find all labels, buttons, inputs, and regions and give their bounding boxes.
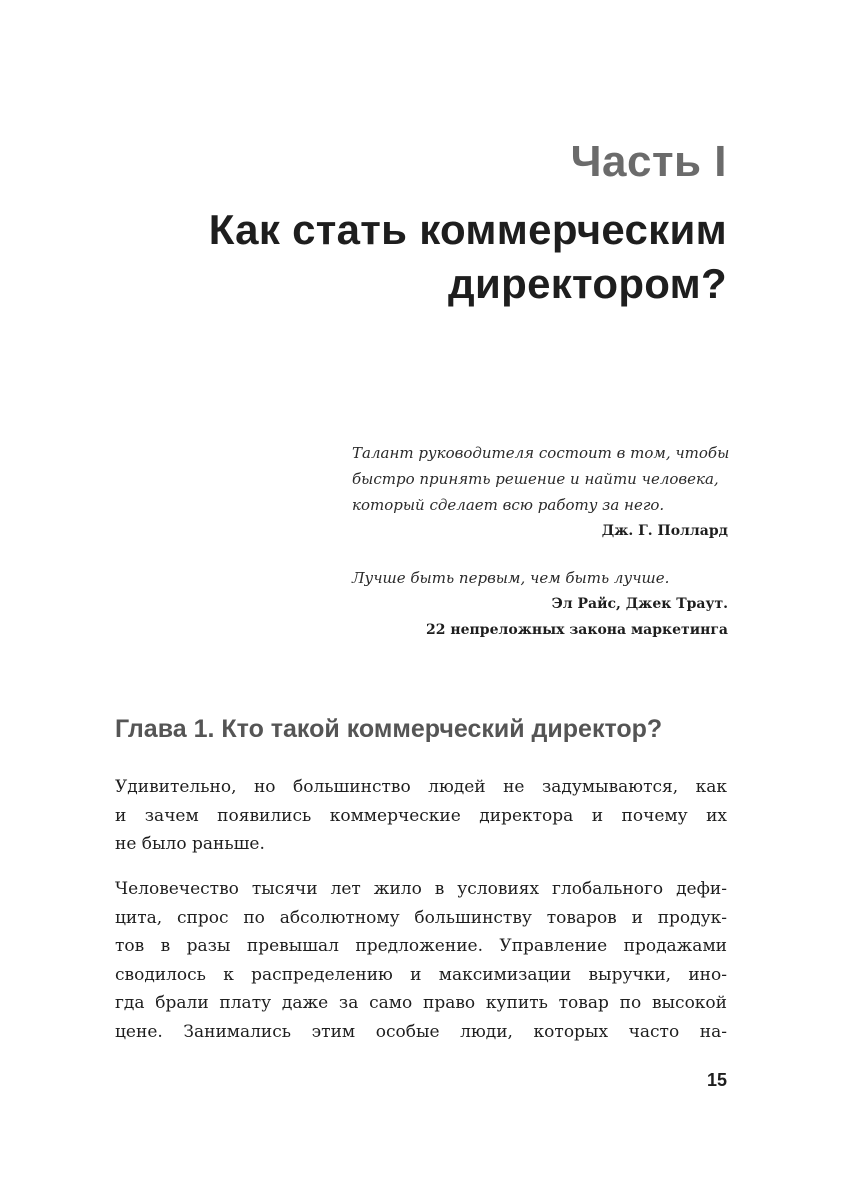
quote-line: Талант руководителя состоит в том, чтобы	[352, 444, 730, 462]
author-line: 22 непреложных закона маркетинга	[426, 622, 728, 638]
epigraph-quote	[352, 440, 728, 518]
part-title-line: директором?	[448, 260, 727, 307]
part-title	[107, 203, 727, 311]
quote-line: Лучше быть первым, чем быть лучше.	[352, 569, 670, 587]
text-line: и зачем появились коммерческие директора и почему их	[115, 805, 727, 826]
epigraph	[352, 565, 728, 643]
quote-line: быстро принять решение и найти человека,	[352, 470, 719, 488]
body-paragraph	[115, 875, 727, 1046]
epigraph	[352, 440, 728, 544]
body-paragraph	[115, 773, 727, 859]
text-line: цита, спрос по абсолютному большинству товаров и продук-	[115, 907, 727, 928]
chapter-title: Глава 1. Кто такой коммерческий директор?	[115, 715, 663, 743]
epigraph-quote	[352, 565, 728, 591]
part-label: Часть I	[570, 137, 727, 186]
page-number: 15	[706, 1070, 727, 1090]
epigraph-author	[352, 591, 728, 643]
text-line: Удивительно, но большинство людей не задумываются, как	[115, 777, 727, 797]
author-line: Дж. Г. Поллард	[601, 523, 728, 539]
text-line: тов в разы превышал предложение. Управление продажами	[115, 936, 727, 956]
author-line: Эл Райс, Джек Траут.	[551, 596, 728, 612]
epigraph-author	[352, 518, 728, 544]
text-line: цене. Занимались этим особые люди, которых часто на-	[115, 1021, 727, 1042]
text-line: гда брали плату даже за само право купить товар по высокой	[115, 993, 727, 1013]
text-line: сводилось к распределению и максимизации выручки, ино-	[115, 964, 727, 985]
part-title-line: Как стать коммерческим	[208, 206, 727, 253]
text-line: не было раньше.	[115, 834, 265, 854]
text-line: Человечество тысячи лет жило в условиях глобального дефи-	[115, 879, 727, 899]
quote-line: который сделает всю работу за него.	[352, 496, 665, 514]
